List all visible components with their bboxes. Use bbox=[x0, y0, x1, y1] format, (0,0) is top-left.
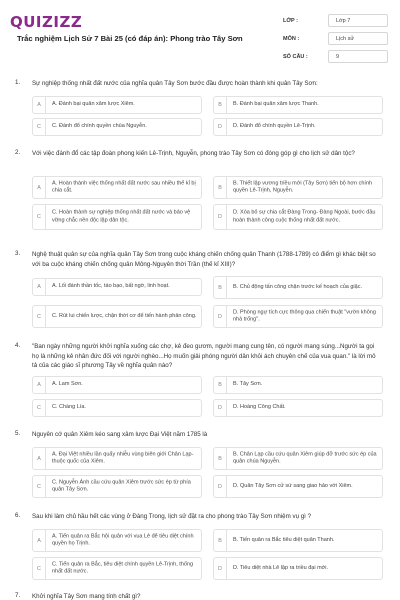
option-letter: B bbox=[214, 97, 227, 113]
answer-option-a[interactable] bbox=[32, 176, 202, 199]
option-letter: B bbox=[214, 448, 227, 469]
question-text: Nghệ thuật quân sự của nghĩa quân Tây Sơn trong cuộc kháng chiến chống quân Thanh (1788-1789) có điểm gì khác biệt so với ba cuộc kháng chiến chống quân Mông-Nguyên thời Trần (thế kỉ XIII)? bbox=[32, 251, 376, 268]
answer-option-c[interactable] bbox=[32, 118, 202, 136]
option-letter: A bbox=[33, 530, 46, 551]
option-letter: A bbox=[33, 97, 46, 113]
worksheet-meta bbox=[283, 12, 388, 66]
quizizz-logo: QUIZIZZ bbox=[10, 13, 83, 31]
option-text: C. Hoàn thành sự nghiệp thống nhất đất nước và bảo vệ vững chắc nền độc lập dân tộc. bbox=[52, 209, 191, 223]
answer-option-a[interactable] bbox=[32, 376, 202, 394]
option-letter: C bbox=[33, 306, 46, 327]
option-letter: A bbox=[33, 177, 46, 198]
option-text: B. Đánh bại quân xâm lược Thanh. bbox=[233, 101, 319, 108]
option-text: C. Nguyễn Ánh cầu cứu quân Xiêm trước sức ép từ phía quân Tây Sơn. bbox=[52, 478, 191, 493]
option-letter: C bbox=[33, 119, 46, 135]
question-number: 1. bbox=[15, 79, 21, 86]
option-text: A. Lam Sơn. bbox=[52, 381, 83, 388]
answer-option-a[interactable] bbox=[32, 447, 202, 470]
answer-option-b[interactable] bbox=[213, 529, 383, 552]
meta-row-class bbox=[283, 12, 388, 29]
option-text: B. Tiến quân ra Bắc tiêu diệt quân Thanh. bbox=[233, 536, 335, 543]
option-text: D. Xóa bỏ sự chia cắt Đàng Trong- Đàng Ngoài, bước đầu hoàn thành công cuộc thống nhất đất nước. bbox=[233, 209, 376, 223]
answer-option-d[interactable] bbox=[213, 204, 383, 230]
meta-label: LỚP : bbox=[283, 17, 298, 24]
answer-option-c[interactable] bbox=[32, 305, 202, 328]
meta-label: MÔN : bbox=[283, 35, 300, 42]
option-letter: D bbox=[214, 400, 227, 416]
meta-value: 9 bbox=[328, 50, 388, 63]
option-letter: B bbox=[214, 177, 227, 198]
option-text: D. Phòng ngự tích cực thông qua chiến thuật "vườn không nhà trống". bbox=[233, 308, 376, 323]
meta-row-subject bbox=[283, 30, 388, 47]
option-letter: D bbox=[214, 476, 227, 497]
answer-option-c[interactable] bbox=[32, 399, 202, 417]
meta-row-count bbox=[283, 48, 388, 65]
worksheet-title: Trắc nghiệm Lịch Sử 7 Bài 25 (có đáp án): Phong trào Tây Sơn bbox=[17, 34, 243, 43]
option-text: C. Rút lui chiến lược, chặn thời cơ để tiến hành phản công. bbox=[52, 312, 197, 319]
question-number: 7. bbox=[15, 592, 21, 599]
answer-option-b[interactable] bbox=[213, 447, 383, 470]
option-text: C. Chàng Lía. bbox=[52, 404, 86, 411]
option-text: C. Tiến quân ra Bắc, tiêu diệt chính quyền Lê-Trịnh, thống nhất đất nước. bbox=[52, 560, 194, 575]
option-letter: B bbox=[214, 277, 227, 298]
option-text: A. Tiến quân ra Bắc hội quân với vua Lê để tiêu diệt chính quyền họ Trịnh. bbox=[52, 532, 194, 547]
option-text: A. Đánh bại quân xâm lược Xiêm. bbox=[52, 101, 135, 108]
option-text: A. Đại Việt nhiều lần quấy nhiễu vùng biên giới Chân Lạp-thuộc quốc của Xiêm. bbox=[52, 450, 194, 465]
answer-option-c[interactable] bbox=[32, 475, 202, 498]
option-text: B. Tây Sơn. bbox=[233, 381, 263, 388]
answer-option-c[interactable] bbox=[32, 204, 202, 230]
question-number: 2. bbox=[15, 149, 21, 156]
answer-option-b[interactable] bbox=[213, 376, 383, 394]
answer-option-b[interactable] bbox=[213, 96, 383, 114]
question-number: 6. bbox=[15, 512, 21, 519]
question-text: Với việc đánh đổ các tập đoàn phong kiến Lê-Trịnh, Nguyễn, phong trào Tây Sơn có đóng góp gì cho lịch sử dân tộc? bbox=[32, 150, 355, 157]
option-letter: C bbox=[33, 205, 46, 229]
option-text: B. Thiết lập vương triều mới (Tây Sơn) tiến bộ hơn chính quyền Lê-Trịnh, Nguyễn. bbox=[233, 179, 373, 194]
question-number: 3. bbox=[15, 250, 21, 257]
option-letter: D bbox=[214, 306, 227, 327]
answer-option-a[interactable] bbox=[32, 529, 202, 552]
answer-option-c[interactable] bbox=[32, 557, 202, 580]
meta-label: SỐ CÂU : bbox=[283, 53, 308, 60]
option-text: D. Tiêu diệt nhà Lê lập ra triều đại mới. bbox=[233, 564, 329, 571]
option-text: C. Đánh đổ chính quyền chúa Nguyễn. bbox=[52, 123, 147, 130]
option-letter: C bbox=[33, 476, 46, 497]
answer-option-d[interactable] bbox=[213, 305, 383, 328]
answer-option-a[interactable] bbox=[32, 96, 202, 114]
option-text: A. Lối đánh thần tốc, táo bạo, bất ngờ, linh hoạt. bbox=[52, 283, 170, 290]
option-letter: C bbox=[33, 400, 46, 416]
option-letter: B bbox=[214, 530, 227, 551]
question-text: "Ban ngày những người khởi nghĩa xuống các chợ, kẻ đeo gươm, người mang cung tên, có người mang súng...Người ta gọi họ là những kẻ nhân đức đối với người nghèo...Họ muốn giải phóng người dân khỏi ách chuyên chế của vua quan." là lời mô tả của các giáo sĩ phương Tây về nghĩa quân nào? bbox=[32, 343, 376, 369]
worksheet-header bbox=[0, 0, 400, 66]
meta-value: Lớp 7 bbox=[328, 14, 388, 27]
option-letter: D bbox=[214, 205, 227, 229]
answer-option-d[interactable] bbox=[213, 557, 383, 580]
option-text: D. Đánh đổ chính quyền Lê-Trịnh. bbox=[233, 123, 316, 130]
question-number: 5. bbox=[15, 430, 21, 437]
option-letter: C bbox=[33, 558, 46, 579]
option-letter: D bbox=[214, 119, 227, 135]
answer-option-d[interactable] bbox=[213, 475, 383, 498]
question-text: Nguyên cớ quân Xiêm kéo sang xâm lược Đại Việt năm 1785 là bbox=[32, 431, 208, 438]
option-text: B. Chủ động tấn công chặn trước kế hoạch của giặc. bbox=[233, 283, 362, 290]
answer-option-d[interactable] bbox=[213, 118, 383, 136]
option-letter: A bbox=[33, 448, 46, 469]
question-text: Khởi nghĩa Tây Sơn mang tính chất gì? bbox=[32, 593, 141, 600]
option-text: D. Quân Tây Sơn cử sứ sang giao hảo với Xiêm. bbox=[233, 482, 353, 489]
option-letter: D bbox=[214, 558, 227, 579]
option-letter: A bbox=[33, 377, 46, 393]
answer-option-d[interactable] bbox=[213, 399, 383, 417]
option-text: B. Chân Lạp cầu cứu quân Xiêm giúp đỡ trước sức ép của quân chúa Nguyễn. bbox=[233, 450, 377, 465]
option-letter: B bbox=[214, 377, 227, 393]
question-number: 4. bbox=[15, 342, 21, 349]
question-text: Sau khi làm chủ hầu hết các vùng ở Đàng Trong, lịch sử đặt ra cho phong trào Tây Sơn nhiệm vụ gì ? bbox=[32, 513, 312, 520]
meta-value: Lịch sử bbox=[328, 32, 388, 45]
option-letter: A bbox=[33, 279, 46, 295]
option-text: A. Hoàn thành việc thống nhất đất nước sau nhiều thế kỉ bị chia cắt. bbox=[52, 179, 196, 194]
question-text: Sự nghiệp thống nhất đất nước của nghĩa quân Tây Sơn bước đầu được hoàn thành khi quân Tây Sơn: bbox=[32, 80, 318, 87]
answer-option-a[interactable] bbox=[32, 278, 202, 296]
answer-option-b[interactable] bbox=[213, 276, 383, 299]
answer-option-b[interactable] bbox=[213, 176, 383, 199]
option-text: D. Hoàng Công Chất. bbox=[233, 404, 286, 411]
